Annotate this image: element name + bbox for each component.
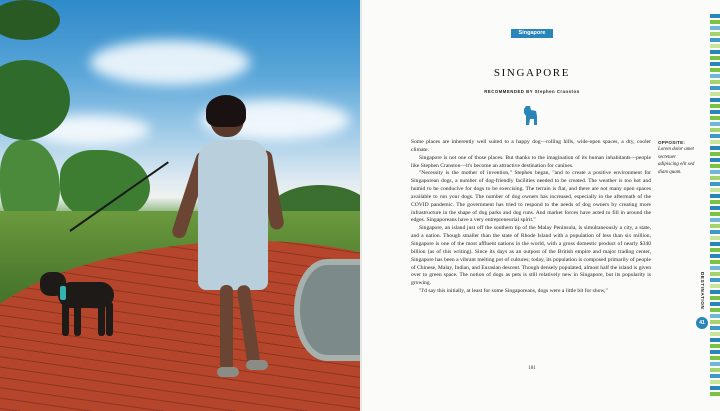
edge-stripe bbox=[710, 134, 720, 138]
woman-dress bbox=[198, 140, 268, 290]
chapter-title-text: SINGAPORE bbox=[493, 67, 571, 79]
paragraph: Singapore, an island just off the southern tip of the Malay Peninsula, is simultaneously a city, a state, and a nation. Though smaller than the state of Rhode Island with a population of less than six million, Singapore is one of the most affluent nations in the world, with a gross domestic product of nearly $340 billion (as of this writing). Since its days as an outpost of the British empire and major trading center, Singapore has been a vibrant melting pot of cultures; today, its population is composed primarily of people of Chinese, Malay, Indian, and Eurasian descent. Though densely populated, almost half the island is given over to green space. The notion of dogs as pets is still relatively new in Singapore, but its popularity is growing. bbox=[411, 225, 651, 287]
article-body bbox=[411, 139, 651, 296]
dog-leg bbox=[74, 302, 81, 336]
edge-stripe bbox=[710, 344, 720, 348]
edge-stripe bbox=[710, 116, 720, 120]
edge-stripe bbox=[710, 320, 720, 324]
edge-stripe bbox=[710, 74, 720, 78]
edge-stripe bbox=[710, 392, 720, 396]
edge-stripe bbox=[710, 20, 720, 24]
folio: 181 bbox=[528, 366, 536, 371]
edge-stripe bbox=[710, 230, 720, 234]
edge-stripe bbox=[710, 272, 720, 276]
edge-stripe bbox=[710, 212, 720, 216]
dog bbox=[40, 268, 120, 348]
edge-stripe bbox=[710, 56, 720, 60]
edge-stripe bbox=[710, 242, 720, 246]
edge-stripe bbox=[710, 296, 720, 300]
tree bbox=[0, 0, 60, 40]
edge-stripe bbox=[710, 26, 720, 30]
edge-stripe bbox=[710, 140, 720, 144]
dog-collar bbox=[60, 286, 66, 300]
photo-caption bbox=[658, 139, 698, 176]
edge-stripe bbox=[710, 350, 720, 354]
section-tag: Singapore bbox=[511, 29, 553, 38]
edge-stripe bbox=[710, 188, 720, 192]
edge-stripe bbox=[710, 224, 720, 228]
vertical-label-text: DESTINATION bbox=[700, 272, 705, 310]
edge-stripe bbox=[710, 290, 720, 294]
edge-stripe bbox=[710, 314, 720, 318]
dog-leg bbox=[62, 302, 69, 336]
woman-hair bbox=[206, 95, 246, 127]
edge-stripe bbox=[710, 194, 720, 198]
edge-stripe bbox=[710, 68, 720, 72]
chapter-title bbox=[362, 67, 702, 79]
paragraph: "I'd say this initially, at least for some Singaporeans, dogs were a little bit for show," bbox=[419, 288, 608, 295]
text-page bbox=[362, 0, 720, 411]
paragraph: Some places are inherently well suited to a happy dog—rolling hills, wide-open spaces, a dry, cooler climate. bbox=[411, 139, 651, 153]
edge-stripe bbox=[710, 92, 720, 96]
edge-stripe bbox=[710, 158, 720, 162]
edge-stripe bbox=[710, 200, 720, 204]
edge-stripe bbox=[710, 86, 720, 90]
edge-stripe bbox=[710, 152, 720, 156]
edge-stripe bbox=[710, 284, 720, 288]
edge-stripe bbox=[710, 368, 720, 372]
edge-stripe bbox=[710, 104, 720, 108]
edge-stripe bbox=[710, 332, 720, 336]
edge-stripe bbox=[710, 326, 720, 330]
dog-leg bbox=[98, 302, 105, 336]
paragraph: Singapore is not one of those places. But thanks to the imagination of its human inhabitants—people like Stephen Cranston—it's become an attractive destination for canines. bbox=[411, 154, 651, 169]
caption-label: OPPOSITE: bbox=[658, 140, 686, 145]
dog-icon bbox=[522, 104, 540, 126]
edge-stripe bbox=[710, 110, 720, 114]
edge-stripe bbox=[710, 38, 720, 42]
edge-stripe bbox=[710, 62, 720, 66]
edge-stripe bbox=[710, 338, 720, 342]
edge-stripe bbox=[710, 248, 720, 252]
page-number-badge: 41 bbox=[696, 317, 708, 329]
edge-stripe bbox=[710, 260, 720, 264]
edge-stripe bbox=[710, 356, 720, 360]
page-edge-tabs bbox=[710, 14, 720, 401]
cloud bbox=[90, 40, 250, 85]
woman-shoe bbox=[246, 360, 268, 370]
edge-stripe bbox=[710, 278, 720, 282]
caption-text: Lorem dolor amet sectetuer adipiscing elit sed diam quam. bbox=[658, 147, 695, 175]
edge-stripe bbox=[710, 80, 720, 84]
byline: RECOMMENDED BY Stephen Cranston bbox=[484, 89, 580, 94]
paragraph: "Necessity is the mother of invention," Stephen began, "and to create a positive environment for Singaporean dogs, a number of dog-friendly facilities needed to be created. The weather is too hot and humid to be conducive for dogs to be exercising. The terrain is flat, and there are not many open spaces available to run your dogs. The number of dog owners has increased, especially in the aftermath of the COVID pandemic. The government has tried to respond to the needs of dog owners by creating more infrastructure in the shape of dog parks and dog runs. And market forces have acted to fill in around the edges. Singaporeans have a very entrepreneurial spirit." bbox=[411, 170, 651, 224]
woman bbox=[180, 95, 300, 395]
edge-stripe bbox=[710, 170, 720, 174]
edge-stripe bbox=[710, 206, 720, 210]
edge-stripe bbox=[710, 50, 720, 54]
edge-stripe bbox=[710, 362, 720, 366]
edge-stripe bbox=[710, 128, 720, 132]
woman-leg bbox=[236, 284, 260, 365]
edge-stripe bbox=[710, 254, 720, 258]
edge-stripe bbox=[710, 236, 720, 240]
boardwalk-rail bbox=[294, 259, 360, 361]
edge-stripe bbox=[710, 146, 720, 150]
edge-stripe bbox=[710, 266, 720, 270]
dog-leg bbox=[106, 302, 113, 336]
woman-shoe bbox=[217, 367, 239, 377]
edge-stripe bbox=[710, 182, 720, 186]
edge-stripe bbox=[710, 122, 720, 126]
vertical-section-label bbox=[697, 272, 705, 312]
edge-stripe bbox=[710, 44, 720, 48]
edge-stripe bbox=[710, 32, 720, 36]
edge-stripe bbox=[710, 302, 720, 306]
edge-stripe bbox=[710, 14, 720, 18]
edge-stripe bbox=[710, 308, 720, 312]
edge-stripe bbox=[710, 374, 720, 378]
edge-stripe bbox=[710, 176, 720, 180]
woman-leg bbox=[220, 285, 233, 370]
edge-stripe bbox=[710, 98, 720, 102]
edge-stripe bbox=[710, 386, 720, 390]
edge-stripe bbox=[710, 164, 720, 168]
edge-stripe bbox=[710, 218, 720, 222]
edge-stripe bbox=[710, 380, 720, 384]
